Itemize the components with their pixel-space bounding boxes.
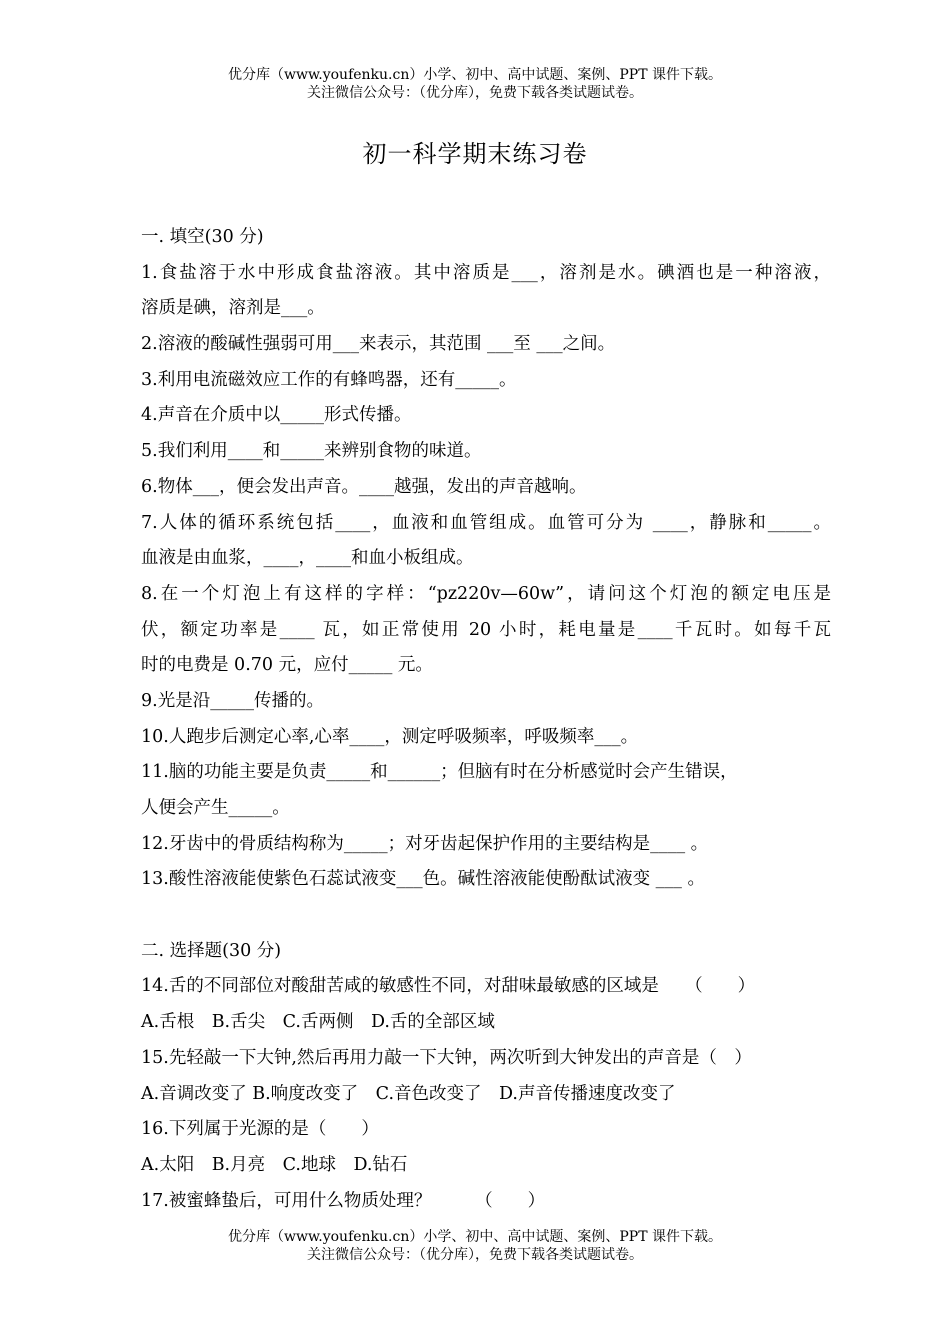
section-spacer: [141, 898, 831, 934]
answer-options: A.音调改变了 B.响度改变了 C.音色改变了 D.声音传播速度改变了: [141, 1083, 676, 1104]
footer-line-1: 优分库（www.youfenku.cn）小学、初中、高中试题、案例、PPT 课件下载。: [227, 1229, 722, 1245]
header-banner: [0, 66, 950, 102]
section-heading-choice: 二. 选择题(30 分): [141, 940, 282, 961]
page-title: 初一科学期末练习卷: [362, 140, 588, 168]
question-line: 2.溶液的酸碱性强弱可用___来表示，其范围 ___至 ___之间。: [141, 334, 616, 355]
question-line: 1.食盐溶于水中形成食盐溶液。其中溶质是___，溶剂是水。碘酒也是一种溶液，: [141, 262, 831, 283]
question-line: 16.下列属于光源的是（ ）: [141, 1119, 379, 1140]
section-heading-fill-blank: 一. 填空(30 分): [141, 227, 264, 247]
footer-banner: [0, 1228, 950, 1264]
footer-line-2: 关注微信公众号：（优分库），免费下载各类试题试卷。: [307, 1247, 643, 1263]
question-line: 13.酸性溶液能使紫色石蕊试液变___色。碱性溶液能使酚酞试液变 ___ 。: [141, 869, 705, 890]
question-line: 4.声音在介质中以_____形式传播。: [141, 405, 412, 426]
question-line: 人便会产生_____。: [141, 798, 290, 818]
exam-content: [141, 220, 831, 1219]
question-line: 15.先轻敲一下大钟,然后再用力敲一下大钟，两次听到大钟发出的声音是（ ）: [141, 1047, 752, 1068]
question-line: 血液是由血浆，____，____和血小板组成。: [141, 548, 474, 569]
question-line: 11.脑的功能主要是负责_____和______；但脑有时在分析感觉时会产生错误，: [141, 762, 738, 783]
question-line: 溶质是碘，溶剂是___。: [141, 298, 325, 319]
question-line: 7.人体的循环系统包括____，血液和血管组成。血管可分为 ____，静脉和_____。: [141, 512, 831, 533]
question-line: 9.光是沿_____传播的。: [141, 690, 324, 711]
question-line: 时的电费是 0.70 元，应付_____ 元。: [141, 655, 433, 676]
answer-options: A.太阳 B.月亮 C.地球 D.钻石: [141, 1154, 408, 1175]
header-line-2: 关注微信公众号：（优分库），免费下载各类试题试卷。: [307, 85, 643, 101]
question-line: 14.舌的不同部位对酸甜苦咸的敏感性不同，对甜味最敏感的区域是 （ ）: [141, 976, 756, 997]
answer-options: A.舌根 B.舌尖 C.舌两侧 D.舌的全部区域: [141, 1012, 495, 1033]
question-line: 17.被蜜蜂蛰后，可用什么物质处理？ （ ）: [141, 1190, 546, 1211]
header-line-1: 优分库（www.youfenku.cn）小学、初中、高中试题、案例、PPT 课件下载。: [227, 67, 722, 83]
question-line: 5.我们利用____和_____来辨别食物的味道。: [141, 441, 482, 462]
question-line: 8.在一个灯泡上有这样的字样：“pz220v—60w”，请问这个灯泡的额定电压是: [141, 583, 831, 604]
question-line: 3.利用电流磁效应工作的有蜂鸣器，还有_____。: [141, 369, 517, 390]
question-line: 10.人跑步后测定心率,心率____，测定呼吸频率，呼吸频率___。: [141, 726, 639, 747]
question-line: 6.物体___，便会发出声音。____越强，发出的声音越响。: [141, 476, 587, 497]
question-line: 伏，额定功率是____ 瓦，如正常使用 20 小时，耗电量是____千瓦时。如每千瓦: [141, 619, 831, 640]
question-line: 12.牙齿中的骨质结构称为_____；对牙齿起保护作用的主要结构是____ 。: [141, 833, 709, 854]
